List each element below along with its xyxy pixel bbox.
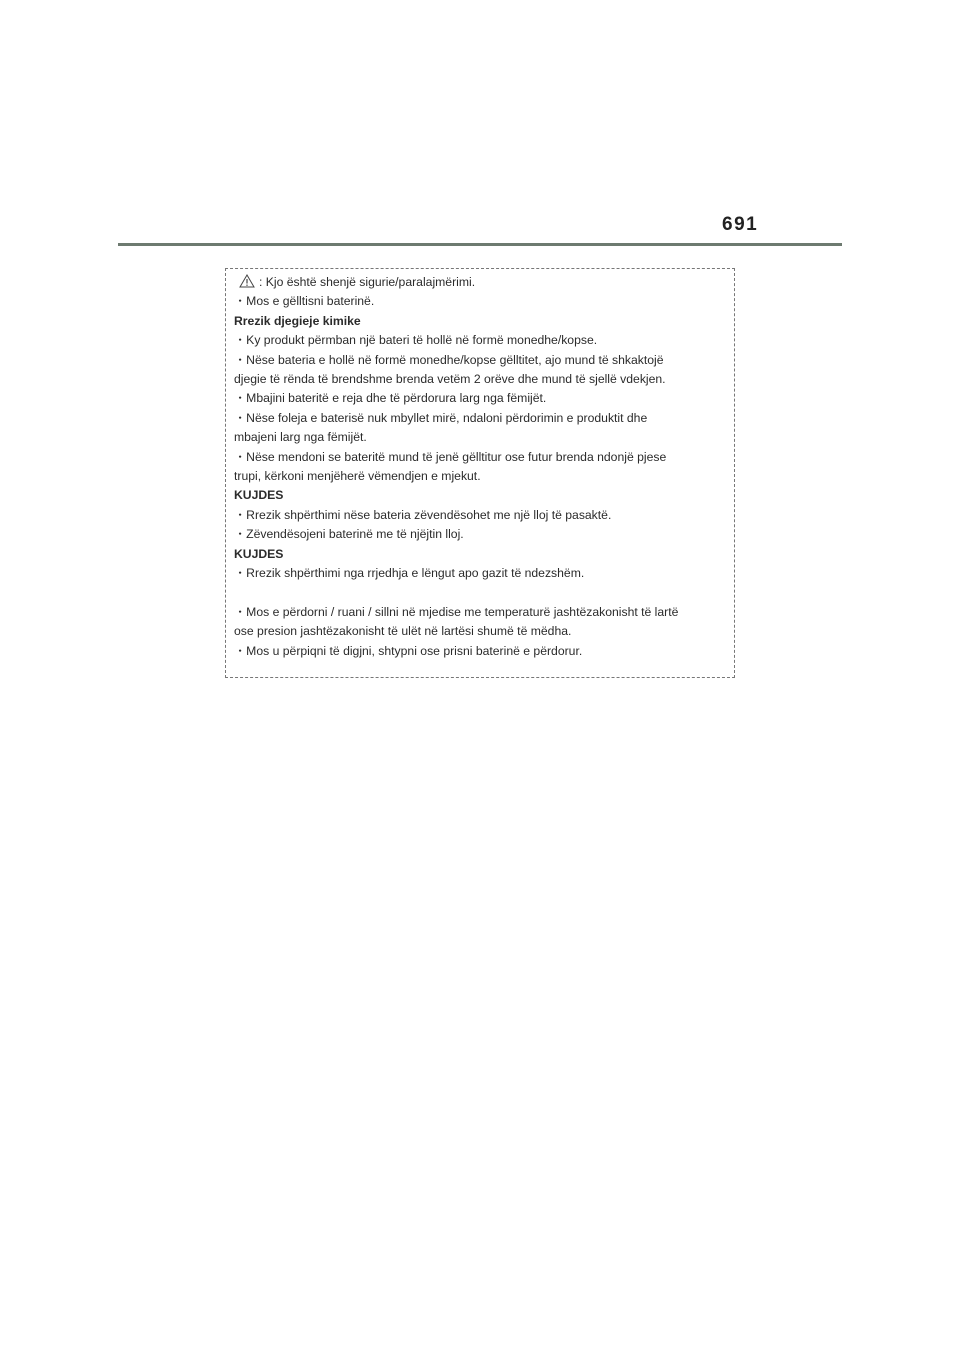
- warning-line: ・Nëse bateria e hollë në formë monedhe/kopse gëlltitet, ajo mund të shkaktojë: [234, 352, 664, 367]
- warning-line: djegie të rënda të brendshme brenda vetëm 2 orëve dhe mund të sjellë vdekjen.: [234, 372, 666, 387]
- warning-line: ・Mos e përdorni / ruani / sillni në mjedise me temperaturë jashtëzakonisht të lartë: [234, 604, 679, 619]
- warning-line: ・Mos e gëlltisni baterinë.: [234, 294, 375, 309]
- warning-line: ・Rrezik shpërthimi nga rrjedhja e lëngut apo gazit të ndezshëm.: [234, 566, 585, 581]
- header-rule: [118, 243, 842, 246]
- warning-content: [234, 273, 728, 661]
- spacer: [234, 584, 728, 603]
- battery-warning-box: [225, 268, 735, 678]
- warning-intro-text: : Kjo është shenjë sigurie/paralajmërimi.: [259, 275, 476, 289]
- caution-heading: KUJDES: [234, 546, 284, 561]
- warning-triangle-icon: [239, 274, 255, 288]
- warning-heading: Rrezik djegieje kimike: [234, 313, 361, 328]
- warning-line: ・Nëse mendoni se bateritë mund të jenë gëlltitur ose futur brenda ndonjë pjese: [234, 449, 667, 464]
- warning-line: ・Ky produkt përmban një bateri të hollë në formë monedhe/kopse.: [234, 333, 598, 348]
- warning-line: ・Rrezik shpërthimi nëse bateria zëvendësohet me një lloj të pasaktë.: [234, 507, 612, 522]
- warning-line: trupi, kërkoni menjëherë vëmendjen e mjekut.: [234, 469, 481, 484]
- caution-heading: KUJDES: [234, 488, 284, 503]
- page-number: 691: [722, 214, 759, 235]
- warning-line: ・Mbajini bateritë e reja dhe të përdorura larg nga fëmijët.: [234, 391, 547, 406]
- warning-intro-line: [234, 273, 728, 292]
- warning-line: ・Zëvendësojeni baterinë me të njëjtin lloj.: [234, 527, 464, 542]
- warning-line: ・Mos u përpiqni të digjni, shtypni ose prisni baterinë e përdorur.: [234, 643, 583, 658]
- warning-line: ose presion jashtëzakonisht të ulët në lartësi shumë të mëdha.: [234, 624, 572, 639]
- warning-line: mbajeni larg nga fëmijët.: [234, 430, 367, 445]
- warning-line: ・Nëse foleja e baterisë nuk mbyllet mirë, ndaloni përdorimin e produktit dhe: [234, 410, 648, 425]
